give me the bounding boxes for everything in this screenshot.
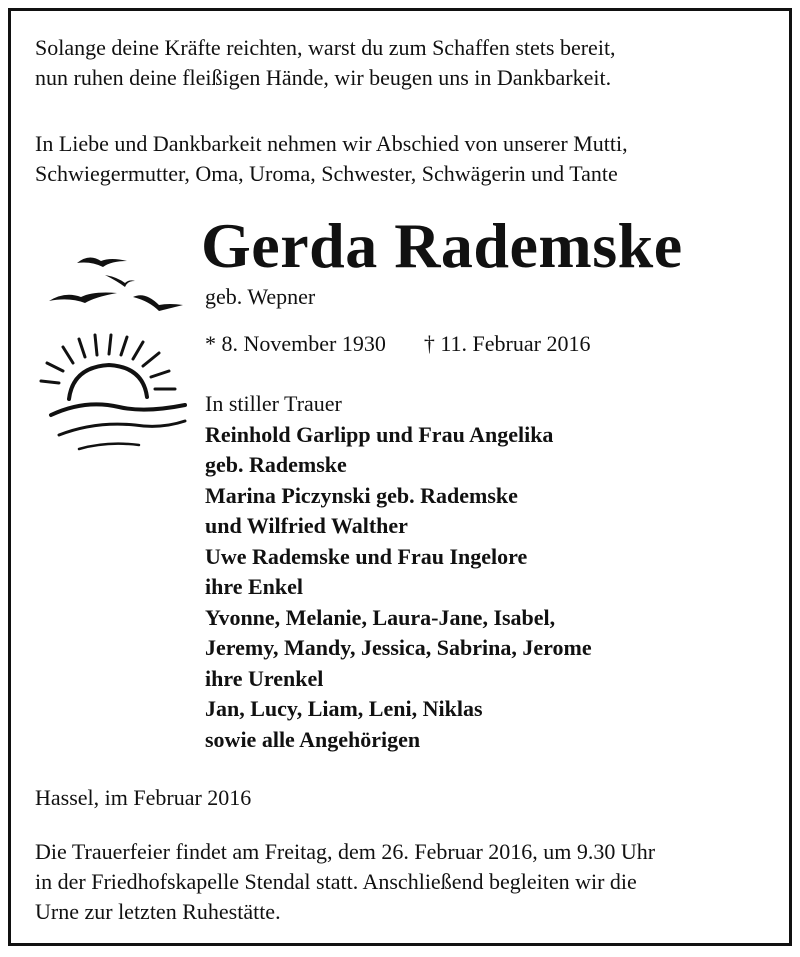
funeral-details (35, 837, 655, 927)
funeral-line: Die Trauerfeier findet am Freitag, dem 26. Februar 2016, um 9.30 Uhr (35, 839, 656, 864)
maiden-name: geb. Wepner (205, 284, 316, 309)
verse (35, 33, 616, 93)
verse-line: nun ruhen deine fleißigen Hände, wir beugen uns in Dankbarkeit. (35, 65, 612, 90)
mourner-line: Reinhold Garlipp und Frau Angelika (205, 421, 554, 447)
place-date: Hassel, im Februar 2016 (35, 785, 252, 810)
birds-and-sunset-icon (35, 239, 205, 469)
mourner-line: ihre Enkel (205, 574, 304, 599)
mourners-block (205, 389, 592, 755)
mourner-line: und Wilfried Walther (205, 513, 408, 538)
intro-text (35, 129, 628, 189)
funeral-line: Urne zur letzten Ruhestätte. (35, 899, 281, 924)
obituary-notice (8, 8, 792, 946)
mourner-line: geb. Rademske (205, 452, 347, 477)
funeral-line: in der Friedhofskapelle Stendal statt. Anschließend begleiten wir die (35, 869, 637, 894)
intro-line: Schwiegermutter, Oma, Uroma, Schwester, Schwägerin und Tante (35, 161, 618, 186)
death-date: † 11. Februar 2016 (423, 331, 591, 356)
life-dates (205, 329, 590, 359)
mourner-line: Jeremy, Mandy, Jessica, Sabrina, Jerome (205, 635, 592, 660)
birds-icon (49, 257, 183, 311)
intro-line: In Liebe und Dankbarkeit nehmen wir Abschied von unserer Mutti, (35, 131, 628, 156)
mourner-line: Jan, Lucy, Liam, Leni, Niklas (205, 696, 483, 721)
mourner-line: sowie alle Angehörigen (205, 726, 421, 752)
birth-date: * 8. November 1930 (205, 331, 386, 356)
mourning-label: In stiller Trauer (205, 391, 342, 416)
deceased-name: Gerda Rademske (201, 210, 683, 281)
mourner-line: Marina Piczynski geb. Rademske (205, 482, 518, 508)
mourner-line: ihre Urenkel (205, 665, 324, 691)
verse-line: Solange deine Kräfte reichten, warst du zum Schaffen stets bereit, (35, 35, 616, 60)
mourner-line: Yvonne, Melanie, Laura-Jane, Isabel, (205, 604, 556, 630)
mourner-line: Uwe Rademske und Frau Ingelore (205, 543, 528, 569)
sunset-icon (41, 335, 185, 449)
